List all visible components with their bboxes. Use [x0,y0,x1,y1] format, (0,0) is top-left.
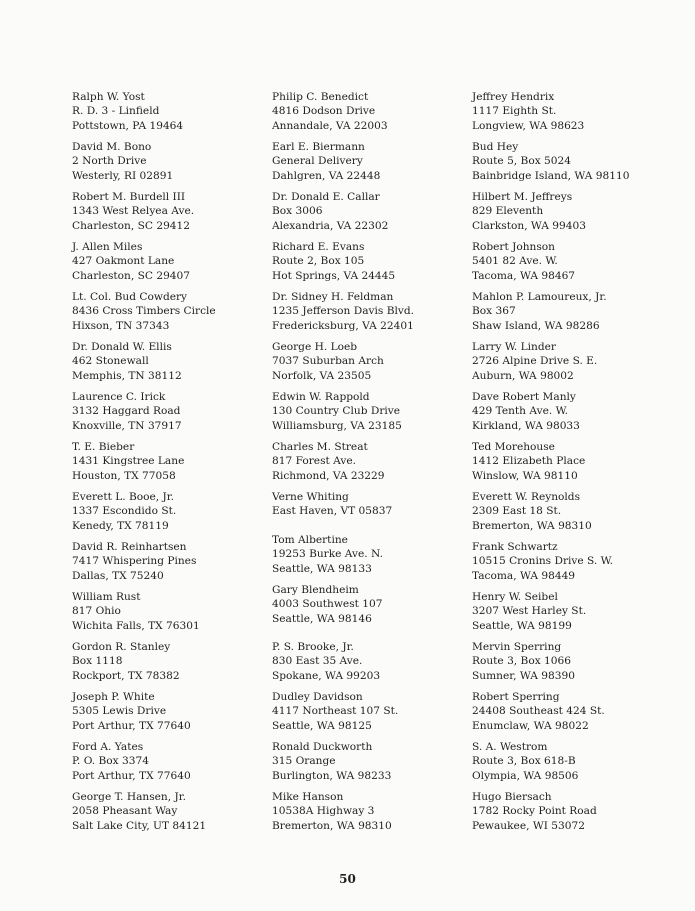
entry-address-line: 2726 Alpine Drive S. E. [472,355,598,368]
entry-name: Gordon R. Stanley [72,641,171,653]
entry-name: Lt. Col. Bud Cowdery [72,291,188,303]
entry-address-line: Hot Springs, VA 24445 [272,269,396,282]
entry-address-line: 1343 West Relyea Ave. [72,205,195,218]
entry-address-line: 10538A Highway 3 [272,805,375,818]
entry-address-line: Hixson, TN 37343 [72,319,170,332]
entry-address-line: Houston, TX 77058 [72,469,176,482]
address-entry [272,640,477,690]
entry-address-line: 10515 Cronins Drive S. W. [472,555,614,568]
entry-address-line: Route 3, Box 618-B [472,755,576,768]
address-column-3 [472,90,677,840]
entry-address-line: Bremerton, WA 98310 [472,519,592,532]
entry-name: Dave Robert Manly [472,391,576,403]
address-entry [472,140,677,190]
entry-name: S. A. Westrom [472,741,548,753]
entry-address-line: Salt Lake City, UT 84121 [72,819,207,832]
entry-name: Ford A. Yates [72,741,144,753]
entry-name: Robert Sperring [472,691,560,703]
entry-address-line: Box 367 [472,305,516,318]
entry-name: T. E. Bieber [72,441,135,453]
entry-address-line: 1412 Elizabeth Place [472,455,586,468]
entry-address-line: Shaw Island, WA 98286 [472,319,600,332]
entry-name: David R. Reinhartsen [72,541,187,553]
entry-address-line: Charleston, SC 29412 [72,219,191,232]
entry-address-line: 1235 Jefferson Davis Blvd. [272,305,415,318]
entry-address-line: 2309 East 18 St. [472,505,562,518]
entry-name: Philip C. Benedict [272,91,369,103]
address-entry [472,190,677,240]
entry-name: Robert Johnson [472,241,556,253]
address-entry [272,290,477,340]
entry-name: Joseph P. White [72,691,155,703]
entry-name: P. S. Brooke, Jr. [272,641,354,653]
address-entry [272,340,477,390]
entry-address-line: Pottstown, PA 19464 [72,119,184,132]
entry-address-line: 19253 Burke Ave. N. [272,548,383,561]
entry-address-line: Rockport, TX 78382 [72,669,180,682]
address-entry [472,790,677,840]
entry-address-line: P. O. Box 3374 [72,755,149,768]
entry-address-line: Winslow, WA 98110 [472,469,578,482]
entry-address-line: Tacoma, WA 98449 [472,569,576,582]
address-entry [472,440,677,490]
entry-address-line: 1782 Rocky Point Road [472,805,597,818]
address-entry [272,490,477,533]
entry-address-line: Spokane, WA 99203 [272,669,381,682]
address-entry [72,590,277,640]
entry-name: Dudley Davidson [272,691,363,703]
entry-name: Laurence C. Irick [72,391,166,403]
entry-address-line: Kenedy, TX 78119 [72,519,169,532]
address-entry [272,583,477,640]
address-entry [472,540,677,590]
entry-address-line: 3132 Haggard Road [72,405,181,418]
entry-address-line: Route 2, Box 105 [272,255,365,268]
entry-address-line: Port Arthur, TX 77640 [72,769,191,782]
entry-address-line: 427 Oakmont Lane [72,255,175,268]
page-number: 50 [339,872,356,886]
entry-name: Hilbert M. Jeffreys [472,191,573,203]
entry-name: Tom Albertine [272,534,348,546]
address-entry [472,690,677,740]
entry-address-line: 462 Stonewall [72,355,149,368]
entry-address-line: Box 3006 [272,205,323,218]
address-entry [72,340,277,390]
entry-name: George H. Loeb [272,341,358,353]
address-entry [472,390,677,440]
entry-address-line: Sumner, WA 98390 [472,669,575,682]
entry-name: Henry W. Seibel [472,591,558,603]
address-entry [272,690,477,740]
entry-address-line: Williamsburg, VA 23185 [272,419,402,432]
entry-address-line: Dallas, TX 75240 [72,569,164,582]
entry-address-line: 4816 Dodson Drive [272,105,376,118]
entry-name: Dr. Donald E. Callar [272,191,380,203]
address-entry [472,590,677,640]
entry-address-line: Seattle, WA 98125 [272,719,372,732]
address-entry [72,690,277,740]
address-entry [72,190,277,240]
entry-address-line: Fredericksburg, VA 22401 [272,319,414,332]
address-entry [472,640,677,690]
entry-address-line: Kirkland, WA 98033 [472,419,580,432]
entry-address-line: 315 Orange [272,755,336,768]
address-entry [472,340,677,390]
entry-address-line: Bremerton, WA 98310 [272,819,392,832]
entry-name: Dr. Donald W. Ellis [72,341,172,353]
entry-name: Edwin W. Rappold [272,391,370,403]
entry-address-line: Burlington, WA 98233 [272,769,392,782]
address-entry [72,390,277,440]
entry-address-line: 7037 Suburban Arch [272,355,384,368]
address-entry [272,190,477,240]
entry-name: Gary Blendheim [272,584,359,596]
entry-address-line: Seattle, WA 98199 [472,619,572,632]
entry-name: Larry W. Linder [472,341,556,353]
entry-address-line: Seattle, WA 98133 [272,562,372,575]
address-entry [272,90,477,140]
entry-address-line: 817 Ohio [72,605,121,618]
entry-address-line: 829 Eleventh [472,205,544,218]
entry-address-line: R. D. 3 - Linfield [72,105,160,118]
entry-name: Richard E. Evans [272,241,365,253]
entry-address-line: Pewaukee, WI 53072 [472,819,585,832]
entry-address-line: 1337 Escondido St. [72,505,177,518]
entry-name: Verne Whiting [272,491,349,503]
entry-address-line: Route 5, Box 5024 [472,155,572,168]
entry-address-line: Memphis, TN 38112 [72,369,182,382]
entry-address-line: 7417 Whispering Pines [72,555,197,568]
address-entry [72,290,277,340]
address-entry [472,240,677,290]
entry-address-line: Box 1118 [72,655,123,668]
address-entry [472,490,677,540]
address-entry [72,790,277,840]
entry-name: Frank Schwartz [472,541,558,553]
entry-address-line: 429 Tenth Ave. W. [472,405,568,418]
entry-address-line: Port Arthur, TX 77640 [72,719,191,732]
entry-address-line: 5305 Lewis Drive [72,705,167,718]
entry-name: David M. Bono [72,141,152,153]
entry-name: J. Allen Miles [72,241,143,253]
entry-name: Ronald Duckworth [272,741,373,753]
entry-name: Robert M. Burdell III [72,191,186,203]
entry-address-line: Charleston, SC 29407 [72,269,191,282]
address-entry [72,540,277,590]
entry-address-line: Bainbridge Island, WA 98110 [472,169,630,182]
entry-address-line: 8436 Cross Timbers Circle [72,305,216,318]
entry-address-line: Alexandria, VA 22302 [272,219,389,232]
entry-address-line: Richmond, VA 23229 [272,469,385,482]
entry-address-line: 24408 Southeast 424 St. [472,705,605,718]
entry-name: Mahlon P. Lamoureux, Jr. [472,291,607,303]
address-entry [72,740,277,790]
entry-name: Ralph W. Yost [72,91,145,103]
entry-name: Jeffrey Hendrix [472,91,555,103]
address-entry [72,240,277,290]
entry-address-line: 1117 Eighth St. [472,105,557,118]
entry-address-line: Wichita Falls, TX 76301 [72,619,200,632]
entry-address-line: 2 North Drive [72,155,147,168]
entry-name: Everett W. Reynolds [472,491,581,503]
entry-address-line: 1431 Kingstree Lane [72,455,185,468]
entry-address-line: East Haven, VT 05837 [272,505,393,518]
entry-address-line: Norfolk, VA 23505 [272,369,372,382]
address-entry [72,640,277,690]
address-entry [72,440,277,490]
address-entry [472,290,677,340]
entry-address-line: Auburn, WA 98002 [472,369,574,382]
address-entry [72,490,277,540]
address-column-1 [72,90,277,840]
address-entry [472,740,677,790]
address-entry [272,390,477,440]
entry-address-line: 817 Forest Ave. [272,455,356,468]
entry-name: Mike Hanson [272,791,344,803]
address-entry [72,90,277,140]
entry-address-line: Clarkston, WA 99403 [472,219,587,232]
entry-name: Charles M. Streat [272,441,368,453]
entry-address-line: 4003 Southwest 107 [272,598,383,611]
entry-name: Bud Hey [472,141,519,153]
address-entry [272,240,477,290]
address-entry [272,740,477,790]
address-entry [272,533,477,583]
entry-address-line: 130 Country Club Drive [272,405,401,418]
entry-address-line: Route 3, Box 1066 [472,655,572,668]
entry-name: Everett L. Booe, Jr. [72,491,175,503]
entry-address-line: 5401 82 Ave. W. [472,255,558,268]
entry-address-line: 830 East 35 Ave. [272,655,363,668]
entry-name: Earl E. Biermann [272,141,365,153]
address-column-2 [272,90,477,840]
entry-address-line: General Delivery [272,155,363,168]
entry-name: Mervin Sperring [472,641,562,653]
address-entry [272,790,477,840]
entry-name: William Rust [72,591,141,603]
entry-address-line: 3207 West Harley St. [472,605,587,618]
entry-address-line: Annandale, VA 22003 [272,119,388,132]
entry-address-line: 2058 Pheasant Way [72,805,178,818]
entry-name: Hugo Biersach [472,791,552,803]
entry-address-line: Knoxville, TN 37917 [72,419,182,432]
entry-name: George T. Hansen, Jr. [72,791,186,803]
entry-address-line: Seattle, WA 98146 [272,612,372,625]
entry-address-line: Longview, WA 98623 [472,119,585,132]
address-entry [272,440,477,490]
entry-address-line: Olympia, WA 98506 [472,769,579,782]
entry-address-line: Westerly, RI 02891 [72,169,174,182]
entry-address-line: 4117 Northeast 107 St. [272,705,399,718]
address-entry [472,90,677,140]
entry-name: Dr. Sidney H. Feldman [272,291,394,303]
entry-name: Ted Morehouse [472,441,555,453]
address-entry [272,140,477,190]
entry-address-line: Enumclaw, WA 98022 [472,719,589,732]
address-entry [72,140,277,190]
entry-address-line: Dahlgren, VA 22448 [272,169,381,182]
entry-address-line: Tacoma, WA 98467 [472,269,576,282]
